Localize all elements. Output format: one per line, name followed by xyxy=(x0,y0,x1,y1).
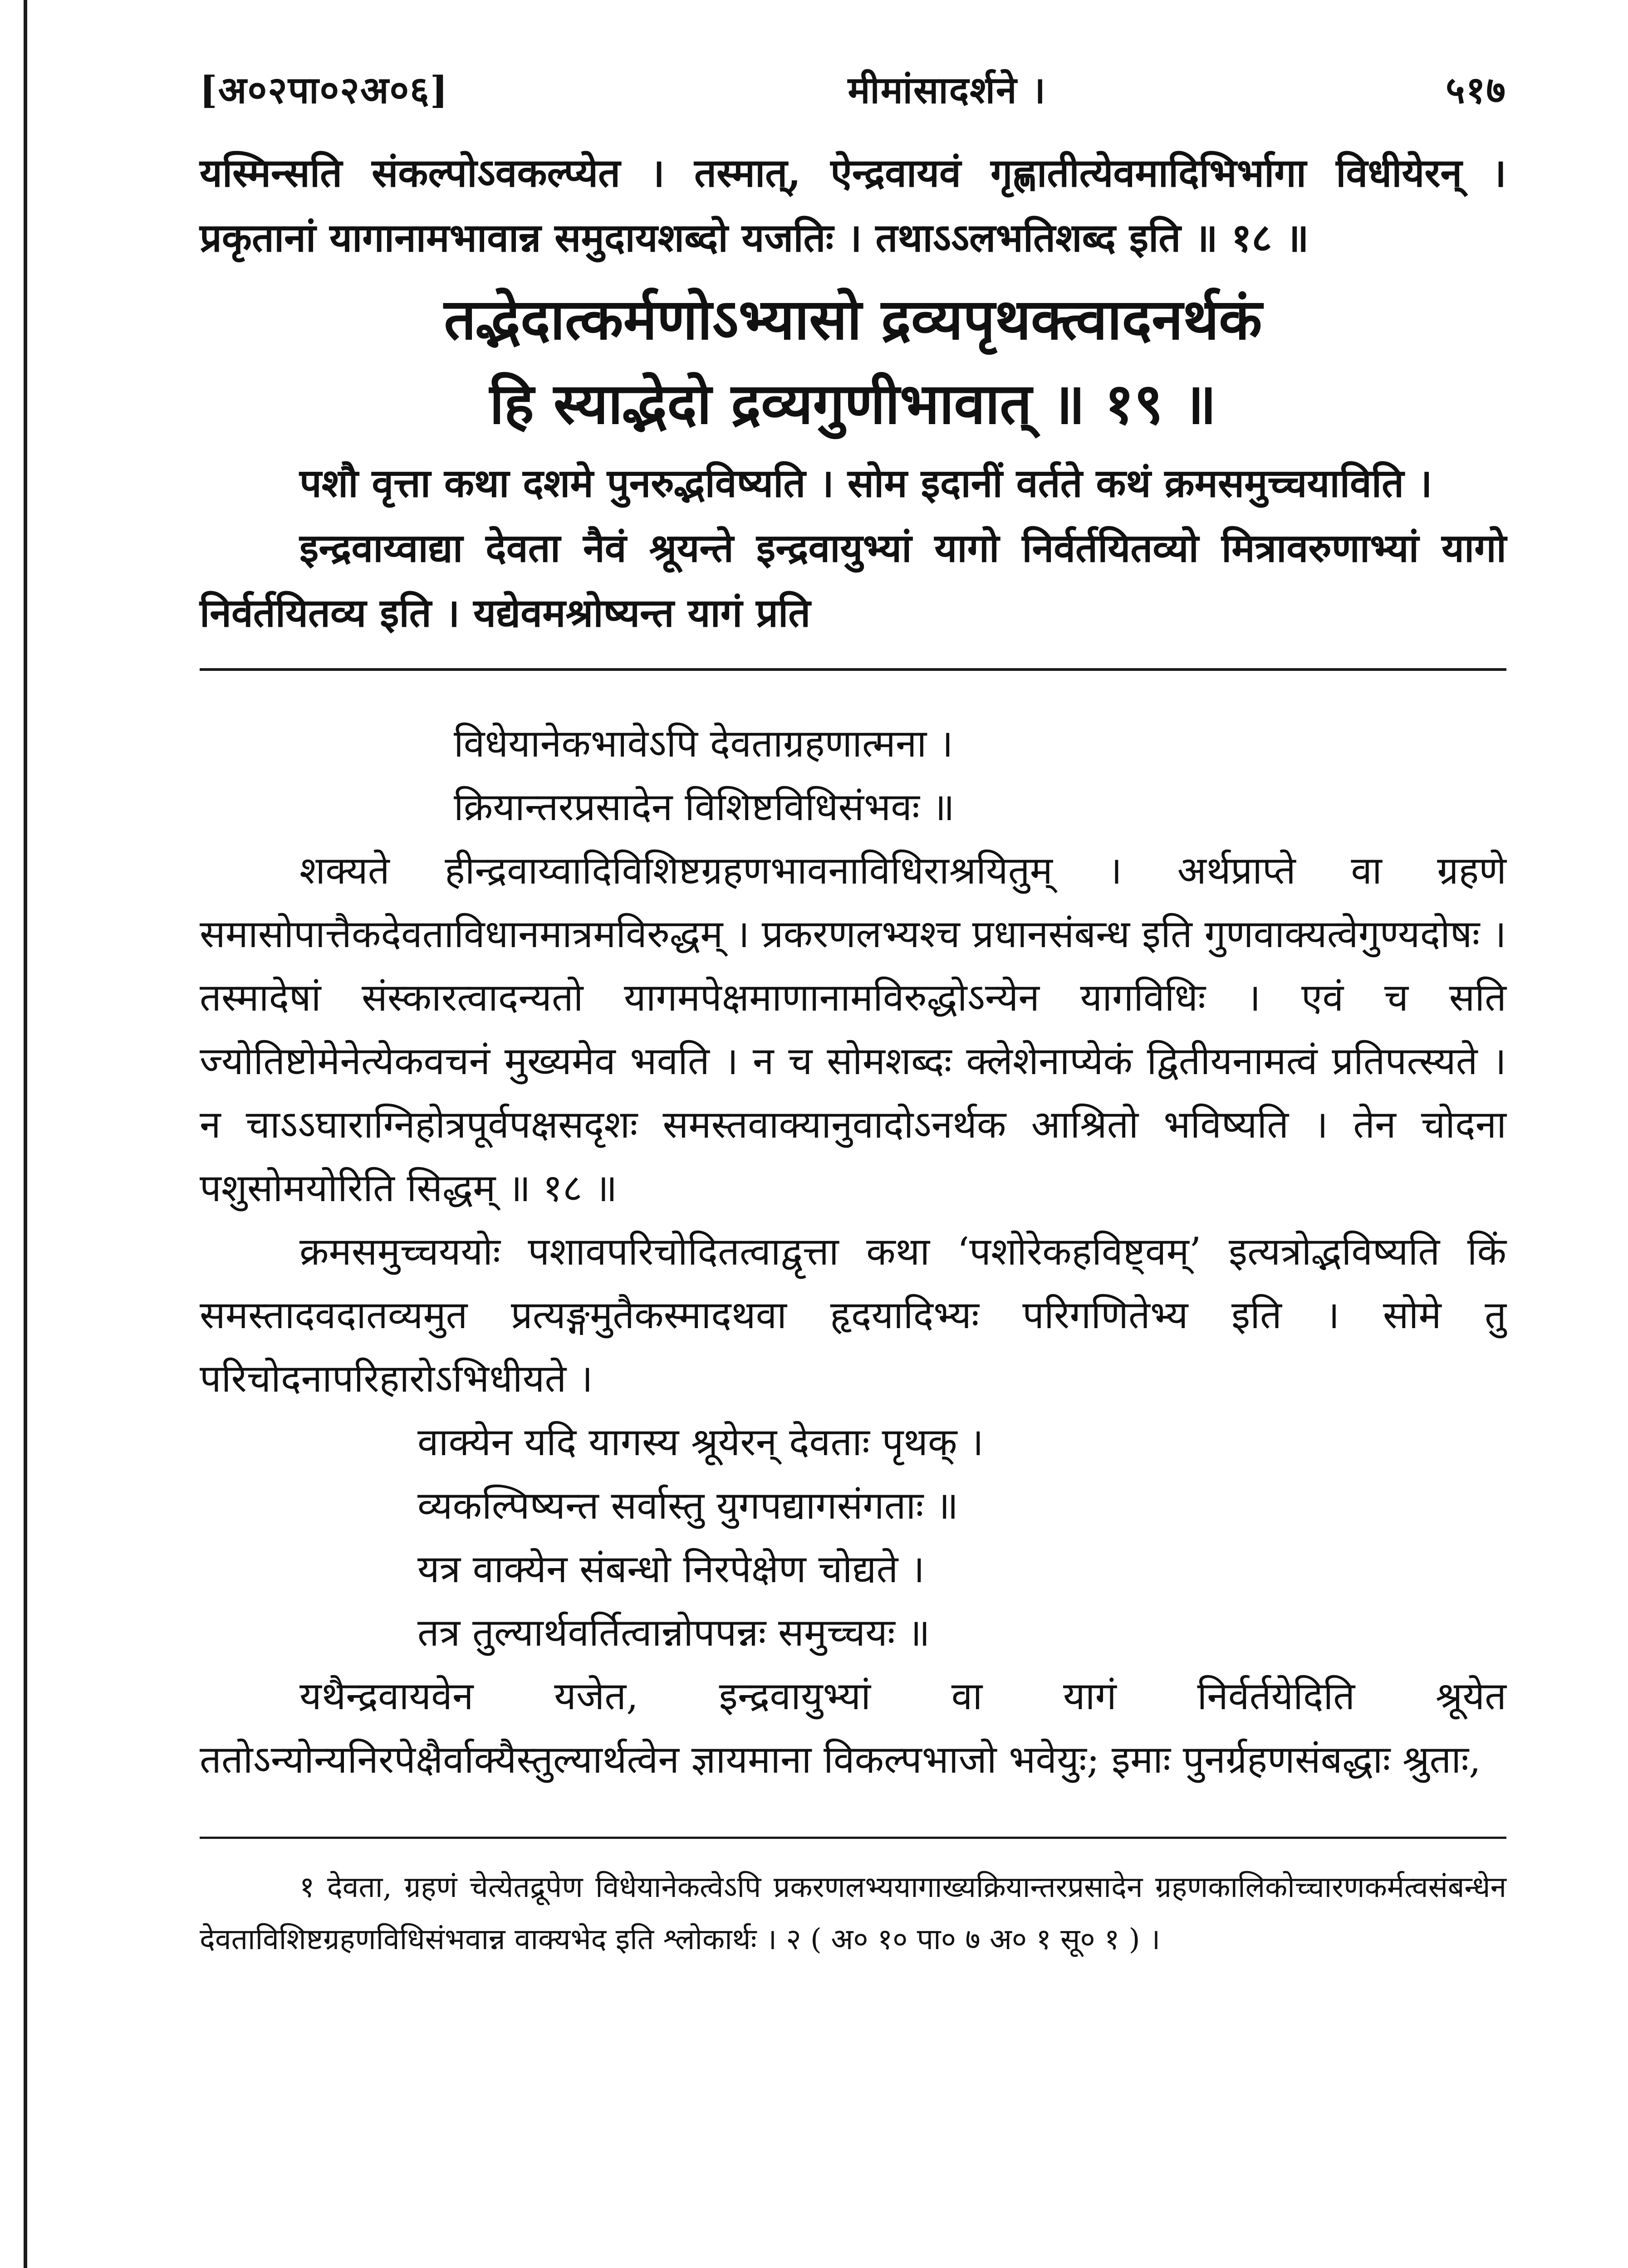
commentary-paragraph-1: शक्यते हीन्द्रवाय्वादिविशिष्टग्रहणभावनाविधिराश्रयितुम् । अर्थप्राप्ते वा ग्रहणे समासोपात्तैकदेवताविधानमात्रमविरुद्धम् । प्रकरणलभ्यश्च प्रधानसंबन्ध इति गुणवाक्यत्वेगुण्यदोषः । तस्मादेषां संस्कारत्वादन्यतो यागमपेक्षमाणानामविरुद्धोऽन्येन यागविधिः । एवं च सति ज्योतिष्टोमेनेत्येकवचनं मुख्यमेव भवति । न च सोमशब्दः क्लेशेनाप्येकं द्वितीयनामत्वं प्रतिपत्स्यते । न चाऽऽघाराग्निहोत्रपूर्वपक्षसदृशः समस्तवाक्यानुवादोऽनर्थक आश्रितो भविष्यति । तेन चोदना पशुसोमयोरिति सिद्धम् ॥ १८ ॥ xyxy=(200,848,1506,1210)
verse-line: विधेयानेकभावेऽपि देवताग्रहणात्मना । xyxy=(454,721,953,766)
commentary-paragraph-2: क्रमसमुच्चययोः पशावपरिचोदितत्वाद्वृत्ता कथा ‘पशोरेकहविष्ट्वम्’ इत्यत्रोद्भविष्यति किं समस्तादवदातव्यमुत प्रत्यङ्गमुतैकस्मादथवा हृदयादिभ्यः परिगणितेभ्य इति । सोमे तु परिचोदनापरिहारोऽभिधीयते । xyxy=(200,1229,1506,1401)
verse-block-1 xyxy=(200,712,1506,839)
book-page xyxy=(200,64,1506,1966)
bhashya-continuation: यस्मिन्सति संकल्पोऽवकल्प्येत । तस्मात्, ऐन्द्रवायवं गृह्णातीत्येवमादिभिर्भागा विधीयेरन् । प्रकृतानां यागानामभावान्न समुदायशब्दो यजतिः । तथाऽऽलभतिशब्द इति ॥ १८ ॥ xyxy=(200,150,1506,261)
verse-block-2 xyxy=(200,1410,1506,1664)
commentary-paragraph-3: यथैन्द्रवायवेन यजेत, इन्द्रवायुभ्यां वा यागं निर्वर्तयेदिति श्रूयेत ततोऽन्योन्यनिरपेक्षैर्वाक्यैस्तुल्यार्थत्वेन ज्ञायमाना विकल्पभाजो भवेयुः; इमाः पुनर्ग्रहणसंबद्धाः श्रुताः, xyxy=(200,1674,1506,1782)
footnote: १ देवता, ग्रहणं चेत्येतद्रूपेण विधेयानेकत्वेऽपि प्रकरणलभ्ययागाख्यक्रियान्तरप्रसादेन ग्रहणकालिकोच्चारणकर्मत्वसंबन्धेन देवताविशिष्टग्रहणविधिसंभवान्न वाक्यभेद इति श्लोकार्थः । २ ( अ० १० पा० ७ अ० १ सू० १ ) । xyxy=(200,1871,1506,1956)
sutra-line-2: हि स्याद्भेदो द्रव्यगुणीभावात् ॥ १९ ॥ xyxy=(489,371,1217,437)
footnote-divider xyxy=(200,1837,1506,1839)
verse-line: यत्र वाक्येन संबन्धो निरपेक्षेण चोद्यते । xyxy=(417,1547,925,1591)
sutra-line-1: तद्भेदात्कर्मणोऽभ्यासो द्रव्यपृथक्त्वादनर्थकं xyxy=(444,287,1262,352)
verse-line: व्यकल्पिष्यन्त सर्वास्तु युगपद्यागसंगताः ॥ xyxy=(417,1483,959,1528)
page-number: ५१७ xyxy=(1446,68,1506,112)
running-header xyxy=(200,64,1506,141)
running-title: मीमांसादर्शने । xyxy=(848,68,1047,112)
page-binding-edge xyxy=(24,0,27,2268)
verse-line: क्रियान्तरप्रसादेन विशिष्टविधिसंभवः ॥ xyxy=(454,785,955,829)
bhashya-paragraph-1: पशौ वृत्ता कथा दशमे पुनरुद्भविष्यति । सोम इदानीं वर्तते कथं क्रमसमुच्चयाविति । xyxy=(299,460,1432,506)
bhashya-paragraph-2: इन्द्रवाय्वाद्या देवता नैवं श्रूयन्ते इन्द्रवायुभ्यां यागो निर्वर्तयितव्यो मित्रावरुणाभ्यां यागो निर्वर्तयितव्य इति । यद्येवमश्रोष्यन्त यागं प्रति xyxy=(200,525,1506,636)
verse-line: वाक्येन यदि यागस्य श्रूयेरन् देवताः पृथक् । xyxy=(417,1420,984,1464)
section-divider xyxy=(200,668,1506,671)
sutra-block xyxy=(200,278,1506,446)
section-reference: [अ०२पा०२अ०६] xyxy=(200,68,449,112)
verse-line: तत्र तुल्यार्थवर्तित्वान्नोपपन्नः समुच्चयः ॥ xyxy=(417,1610,930,1655)
